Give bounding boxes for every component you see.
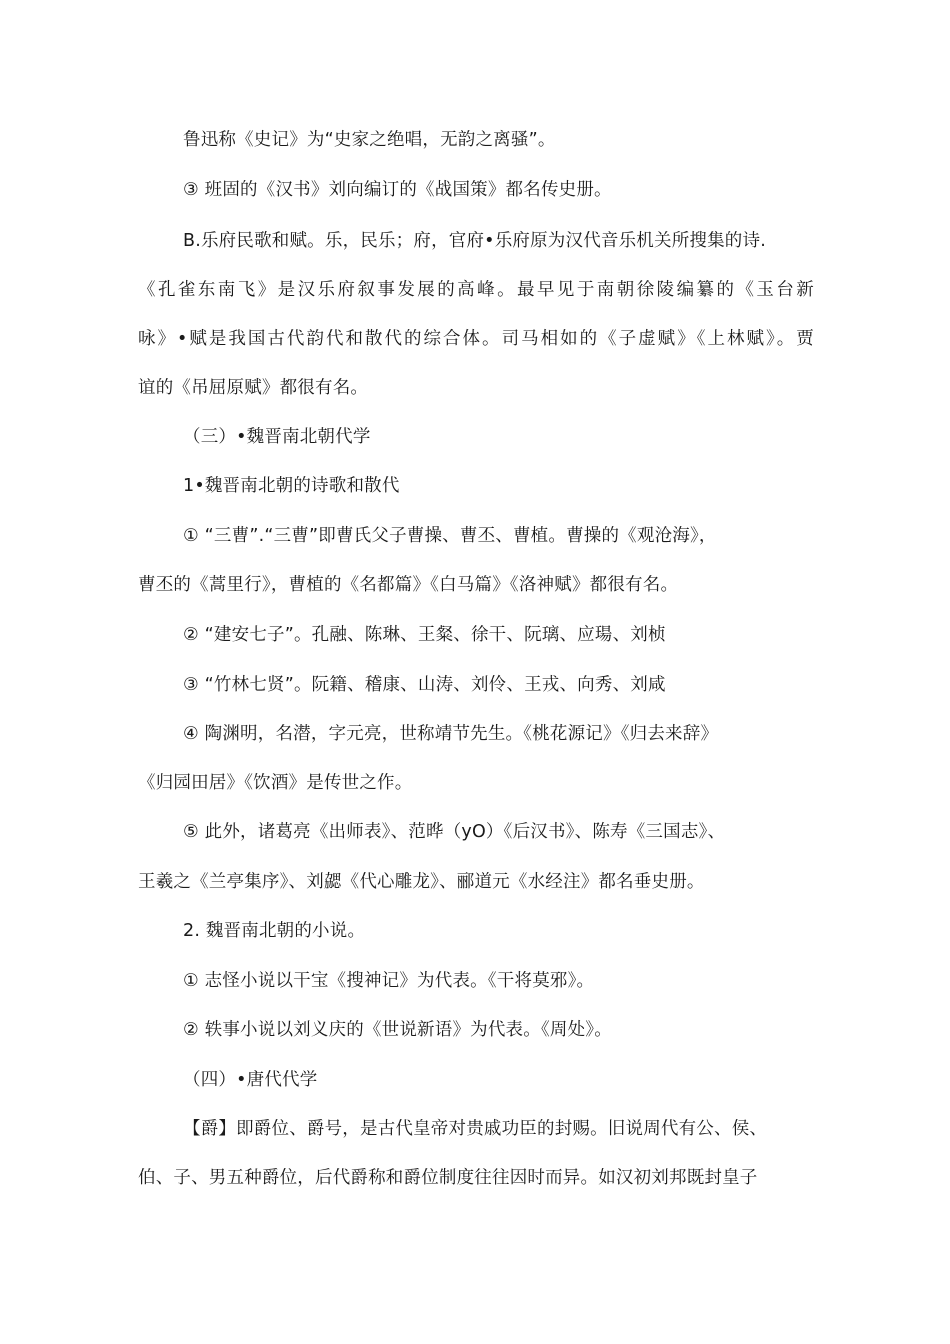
section-heading: （三）•魏晋南北朝代学 (183, 427, 371, 447)
text-line: ② 轶事小说以刘义庆的《世说新语》为代表。《周处》。 (183, 1020, 612, 1040)
text-line: 曹丕的《蒿里行》，曹植的《名都篇》《白马篇》《洛神赋》都很有名。 (138, 575, 679, 595)
text-line: ⑤ 此外，诸葛亮《出师表》、范晔（yO）《后汉书》、陈寿《三国志》、 (183, 822, 726, 842)
text-line: 谊的《吊屈原赋》都很有名。 (138, 378, 369, 398)
text-line: 《归园田居》《饮酒》是传世之作。 (138, 773, 413, 793)
text-line: ④ 陶渊明，名潜，字元亮，世称靖节先生。《桃花源记》《归去来辞》 (183, 724, 719, 744)
text-line: 《孔雀东南飞》是汉乐府叙事发展的高峰。最早见于南朝徐陵编纂的《玉台新 (138, 280, 814, 300)
text-line: 鲁迅称《史记》为“史家之绝唱，无韵之离骚”。 (183, 130, 556, 150)
subsection-heading: 2. 魏晋南北朝的小说。 (183, 921, 366, 941)
text-line: B.乐府民歌和赋。乐，民乐；府，官府•乐府原为汉代音乐机关所搜集的诗. (183, 231, 766, 251)
text-line: ③ “竹林七贤”。阮籍、稽康、山涛、刘伶、王戎、向秀、刘咸 (183, 675, 666, 695)
text-line: ② “建安七子”。孔融、陈琳、王粲、徐干、阮璃、应瑒、刘桢 (183, 625, 666, 645)
text-line: ③ 班固的《汉书》刘向编订的《战国策》都名传史册。 (183, 180, 612, 200)
text-line: 咏》•赋是我国古代韵代和散代的综合体。司马相如的《子虚赋》《上林赋》。贾 (138, 329, 814, 349)
text-line: ① “三曹”.“三曹”即曹氏父子曹操、曹丕、曹植。曹操的《观沧海》， (183, 526, 717, 546)
text-line: 【爵】即爵位、爵号，是古代皇帝对贵戚功臣的封赐。旧说周代有公、侯、 (183, 1119, 768, 1139)
text-line: ① 志怪小说以干宝《搜神记》为代表。《干将莫邪》。 (183, 971, 595, 991)
text-line: 伯、子、男五种爵位，后代爵称和爵位制度往往因时而异。如汉初刘邦既封皇子 (138, 1168, 758, 1188)
section-heading: （四）•唐代代学 (183, 1070, 318, 1090)
text-line: 王羲之《兰亭集序》、刘勰《代心雕龙》、郦道元《水经注》都名垂史册。 (138, 872, 705, 892)
subsection-heading: 1•魏晋南北朝的诗歌和散代 (183, 476, 400, 496)
